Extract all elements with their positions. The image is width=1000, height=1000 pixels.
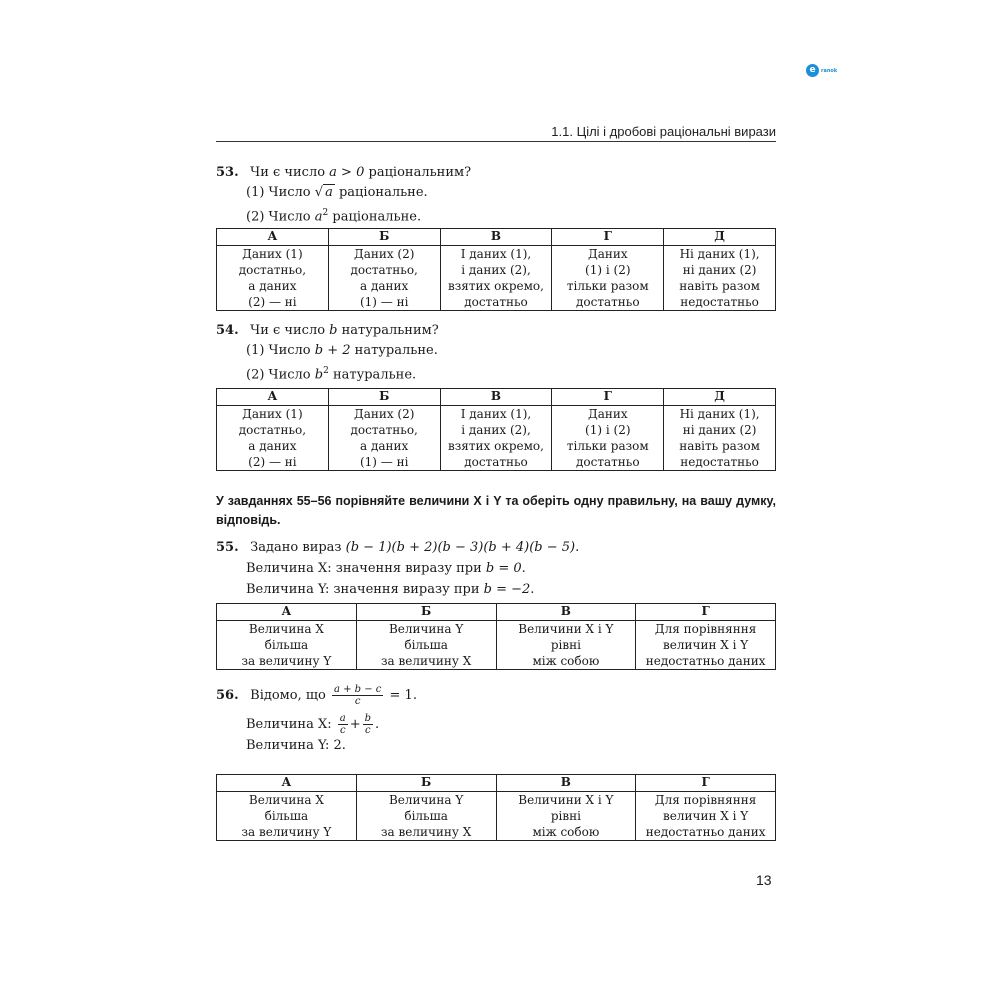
statement-2 (216, 203, 776, 227)
option-cell[interactable]: Даних (1) достатньо, а даних (2) — ні (217, 246, 329, 311)
math-expression: a > 0 (329, 165, 365, 180)
fraction-denominator: c (339, 725, 346, 736)
statement-text: натуральне. (354, 343, 438, 358)
option-cell[interactable]: Величина Y більша за величину X (356, 621, 496, 670)
table-header-row (217, 604, 776, 621)
option-header[interactable]: Г (552, 229, 664, 246)
page-header: 1.1. Цілі і дробові раціональні вирази (216, 124, 776, 142)
option-cell[interactable]: І даних (1), і даних (2), взятих окремо, достатньо (440, 406, 552, 471)
fraction (338, 713, 348, 736)
problem-56-line-3: Величина Y: 2. (246, 738, 346, 753)
option-cell[interactable]: Даних (1) і (2) тільки разом достатньо (552, 406, 664, 471)
option-header[interactable]: Б (356, 604, 496, 621)
sqrt-expression: √ a (314, 185, 333, 200)
statement-text: натуральне. (332, 367, 417, 383)
statement-text: (2) Число (246, 209, 311, 225)
option-cell[interactable]: Ні даних (1), ні даних (2) навіть разом недостатньо (664, 246, 776, 311)
option-header[interactable]: Д (664, 229, 776, 246)
problem-56-line-2 (216, 713, 776, 736)
option-header[interactable]: В (440, 389, 552, 406)
math-expression: b (314, 367, 324, 383)
option-header[interactable]: Б (328, 229, 440, 246)
problem-56 (216, 684, 776, 756)
table-row (217, 621, 776, 670)
option-header[interactable]: Б (356, 775, 496, 792)
problem-56-line-1 (216, 684, 776, 707)
table-header-row (217, 775, 776, 792)
problem-55-line-3 (216, 579, 776, 600)
problem-text: Величина Y: значення виразу при (246, 582, 480, 597)
option-cell[interactable]: Даних (2) достатньо, а даних (1) — ні (328, 246, 440, 311)
fraction-numerator: a + b − c (333, 684, 382, 695)
answer-table-56 (216, 774, 776, 841)
problem-text: . (575, 540, 580, 555)
problem-55-line-2 (216, 558, 776, 579)
option-header[interactable]: В (496, 604, 636, 621)
logo-text: ranok (821, 67, 838, 74)
question-text: натуральним? (341, 323, 439, 338)
problem-54-question (216, 321, 776, 341)
option-cell[interactable]: Величина Y більша за величину X (356, 792, 496, 841)
fraction (332, 684, 383, 707)
math-expression: (b − 1)(b + 2)(b − 3)(b + 4)(b − 5) (345, 540, 576, 555)
answer-table-55 (216, 603, 776, 670)
math-expression: b (329, 323, 338, 338)
fraction-numerator: b (364, 713, 372, 724)
statement-1 (216, 183, 776, 203)
option-header[interactable]: Г (552, 389, 664, 406)
problem-text: Відомо, що (250, 688, 326, 703)
answer-table-53 (216, 228, 776, 311)
option-header[interactable]: Д (664, 389, 776, 406)
option-header[interactable]: В (440, 229, 552, 246)
math-expression: b + 2 (314, 343, 351, 358)
option-header[interactable]: Б (328, 389, 440, 406)
question-text: раціональним? (368, 165, 472, 180)
exponent: 2 (323, 366, 329, 376)
option-cell[interactable]: Величини X і Y рівні між собою (496, 621, 636, 670)
statement-text: (2) Число (246, 367, 311, 383)
option-header[interactable]: В (496, 775, 636, 792)
logo-icon: e (806, 64, 819, 77)
problem-text: . (521, 561, 526, 576)
question-text: Чи є число (250, 165, 326, 180)
exponent: 2 (322, 208, 329, 218)
problem-55 (216, 537, 776, 600)
option-cell[interactable]: Величина X більша за величину Y (217, 621, 357, 670)
option-header[interactable]: Г (636, 775, 776, 792)
table-row (217, 406, 776, 471)
option-cell[interactable]: Даних (1) і (2) тільки разом достатньо (552, 246, 664, 311)
option-cell[interactable]: Величини X і Y рівні між собою (496, 792, 636, 841)
option-cell[interactable]: Для порівняння величин X і Y недостатньо даних (636, 621, 776, 670)
table-header-row (217, 389, 776, 406)
math-expression: b = 0 (485, 561, 522, 576)
option-header[interactable]: А (217, 389, 329, 406)
problem-text: Задано вираз (250, 540, 342, 555)
fraction-denominator: c (354, 696, 361, 707)
option-cell[interactable]: Величина X більша за величину Y (217, 792, 357, 841)
problem-number: 55. (216, 540, 239, 555)
problem-text: Величина X: (246, 717, 332, 732)
statement-text: раціональне. (332, 209, 422, 225)
option-header[interactable]: А (217, 229, 329, 246)
problem-text: . (530, 582, 535, 597)
page-number: 13 (756, 872, 772, 888)
option-header[interactable]: Г (636, 604, 776, 621)
option-header[interactable]: А (217, 775, 357, 792)
math-expression: a (314, 209, 323, 225)
table-row (217, 792, 776, 841)
problem-53 (216, 163, 776, 227)
statement-text: (1) Число (246, 185, 311, 200)
problem-text: Величина X: значення виразу при (246, 561, 482, 576)
answer-table-54 (216, 388, 776, 471)
problem-number: 54. (216, 323, 239, 338)
option-cell[interactable]: Даних (2) достатньо, а даних (1) — ні (328, 406, 440, 471)
math-operator: + (349, 717, 361, 732)
publisher-logo (806, 64, 837, 77)
problem-number: 56. (216, 688, 239, 703)
option-header[interactable]: А (217, 604, 357, 621)
statement-text: (1) Число (246, 343, 311, 358)
fraction (363, 713, 373, 736)
table-row (217, 246, 776, 311)
question-text: Чи є число (250, 323, 326, 338)
option-cell[interactable]: І даних (1), і даних (2), взятих окремо, достатньо (440, 246, 552, 311)
table-header-row (217, 229, 776, 246)
math-expression: b = −2 (483, 582, 531, 597)
problem-55-line-1 (216, 537, 776, 558)
statement-text: раціональне. (338, 185, 428, 200)
problem-text: = 1. (389, 688, 417, 703)
radicand: a (325, 185, 333, 200)
problem-53-question (216, 163, 776, 183)
statement-2 (216, 361, 776, 385)
fraction-denominator: c (365, 725, 371, 736)
option-cell[interactable]: Ні даних (1), ні даних (2) навіть разом недостатньо (664, 406, 776, 471)
instructions: У завданнях 55–56 порівняйте величини X і Y та оберіть одну правильну, на вашу думку, відповідь. (216, 494, 776, 527)
problem-54 (216, 321, 776, 385)
problem-number: 53. (216, 165, 239, 180)
option-cell[interactable]: Даних (1) достатньо, а даних (2) — ні (217, 406, 329, 471)
problem-text: . (375, 717, 380, 732)
statement-1 (216, 341, 776, 361)
fraction-numerator: a (339, 713, 346, 724)
option-cell[interactable]: Для порівняння величин X і Y недостатньо даних (636, 792, 776, 841)
